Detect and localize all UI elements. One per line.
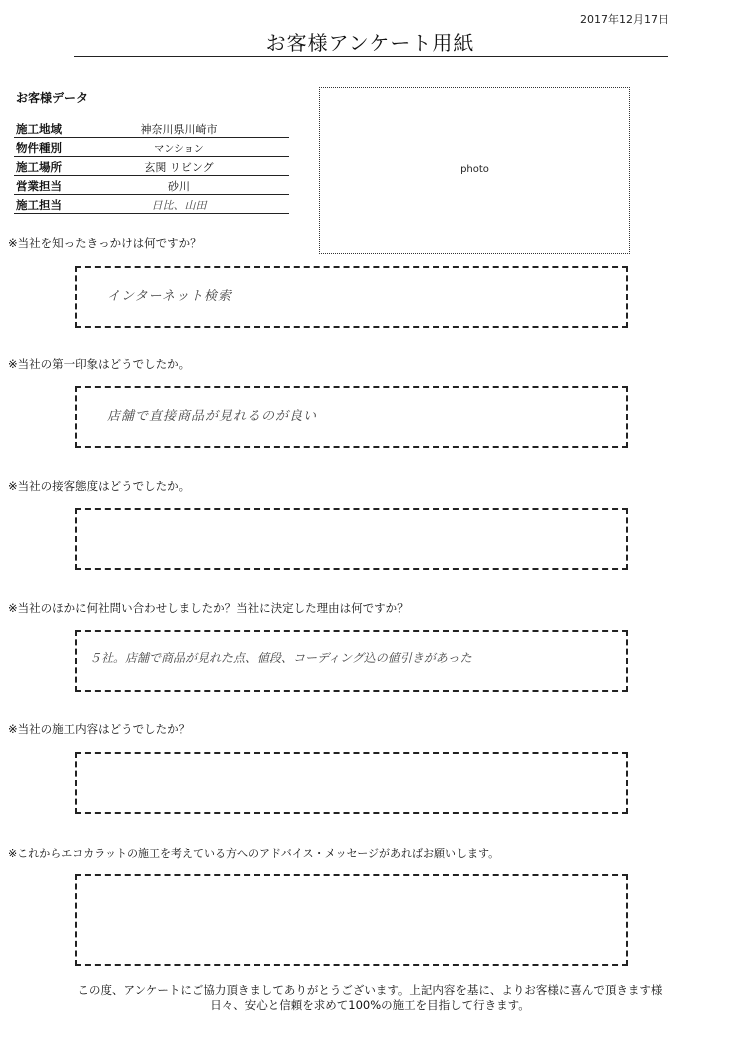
title-underline	[74, 56, 668, 57]
installer-label: 施工担当	[16, 198, 62, 212]
survey-date: 2017年12月17日	[580, 13, 669, 26]
photo-placeholder	[319, 87, 630, 254]
answer-box-3	[75, 508, 628, 570]
question-1: ※当社を知ったきっかけは何ですか？	[8, 236, 202, 250]
page-title: お客様アンケート用紙	[265, 31, 475, 55]
data-row-property-type	[14, 137, 289, 157]
answer-box-2	[75, 386, 628, 448]
data-row-installer	[14, 194, 289, 214]
answer-box-6	[75, 874, 628, 966]
data-row-area	[14, 118, 289, 138]
installer-value: 日比、山田	[151, 199, 207, 212]
data-row-sales-rep	[14, 175, 289, 195]
property-type-label: 物件種別	[16, 141, 62, 155]
question-6: ※これからエコカラットの施工を考えている方へのアドバイス・メッセージがあればお願いします。	[8, 847, 500, 860]
answer-box-5	[75, 752, 628, 814]
question-5: ※当社の施工内容はどうでしたか？	[8, 722, 191, 736]
customer-data-heading: お客様データ	[16, 91, 89, 105]
answer-box-1	[75, 266, 628, 328]
question-4: ※当社のほかに何社問い合わせしましたか？当社に決定した理由は何ですか？	[8, 601, 409, 615]
area-value: 神奈川県川崎市	[140, 123, 218, 136]
property-type-value: マンション	[154, 144, 204, 155]
answer-box-4	[75, 630, 628, 692]
answer-4: ５社。店舗で商品が見れた点、値段、コーディング込の値引きがあった	[89, 651, 472, 665]
footer-line-2: 日々、安心と信頼を求めて100%の施工を目指して行きます。	[210, 998, 530, 1012]
location-value: 玄関 リビング	[144, 161, 214, 174]
question-2: ※当社の第一印象はどうでしたか。	[8, 357, 191, 371]
footer-line-1: この度、アンケートにご協力頂きましてありがとうございます。上記内容を基に、よりお客様に喜んで頂きます様	[77, 983, 663, 997]
sales-rep-value: 砂川	[168, 180, 190, 193]
answer-2: 店舗で直接商品が見れるのが良い	[107, 409, 318, 424]
location-label: 施工場所	[16, 160, 62, 174]
photo-label: photo	[460, 164, 489, 175]
question-3: ※当社の接客態度はどうでしたか。	[8, 479, 191, 493]
data-row-location	[14, 156, 289, 176]
area-label: 施工地域	[16, 122, 62, 136]
sales-rep-label: 営業担当	[16, 179, 62, 193]
answer-1: インターネット検索	[107, 289, 232, 304]
